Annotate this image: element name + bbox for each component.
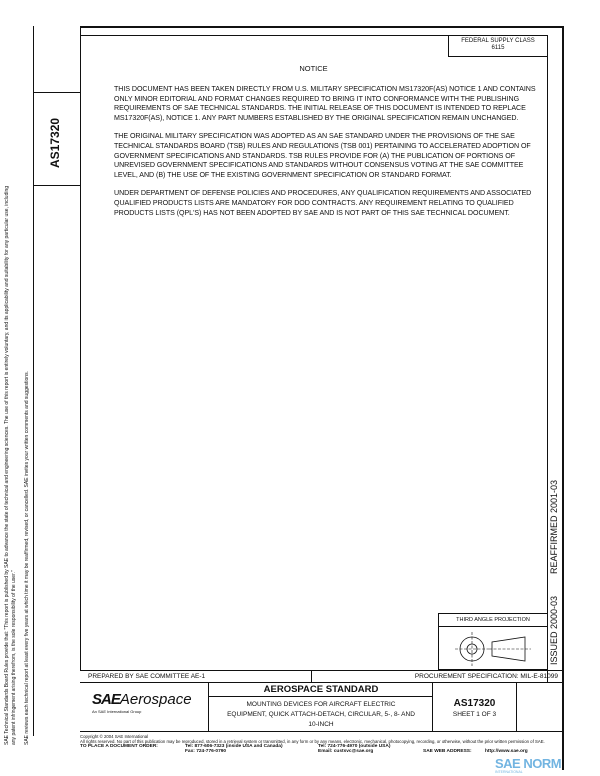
notice-body [114, 85, 539, 227]
side-disclaimer-2: SAE reviews each technical report at least every five years at which time it may be reaffirmed, revised, or cancelled. SAE invites your written comments and suggestions. [24, 371, 30, 745]
third-angle-projection-box [438, 613, 547, 670]
sae-norm-watermark [495, 757, 561, 774]
side-disclaimer-1-text: SAE Technical Standards Board Rules provide that: "This report is published by SAE to advance the state of technical and engineering sciences. The use of this report is entirely voluntary, and its applicability and suitability for any particular use, including any patent infringement arising therefrom, is the sole responsibility of the user." [4, 185, 17, 745]
prepared-row [80, 670, 562, 683]
prepared-by: PREPARED BY SAE COMMITTEE AE-1 [88, 673, 206, 680]
notice-paragraph: THE ORIGINAL MILITARY SPECIFICATION WAS ADOPTED AS AN SAE STANDARD UNDER THE PROVISIONS OF THE SAE TECHNICAL STANDARDS BOARD (TSB) RULES AND REGULATIONS (TSB 001) PERTAINING TO ACCELERATED ADOPTION OF GOVERNMENT SPECIFICATIONS AND STANDARDS. TSB RULES PROVIDE FOR (A) THE PUBLICATION OF PORTIONS OF UNREVISED GOVERNMENT SPECIFICATIONS AND STANDARDS WITHOUT CONSENSUS VOTING AT THE SAE COMMITTEE LEVEL, AND (B) THE USE OF THE EXISTING GOVERNMENT SPECIFICATION OR STANDARD FORMAT. [114, 132, 531, 179]
standard-type: AEROSPACE STANDARD [209, 684, 433, 697]
frame-right-inner [547, 35, 548, 683]
web-label: SAE WEB ADDRESS: [423, 749, 472, 754]
title-block [80, 683, 562, 732]
projection-symbol-icon [439, 627, 547, 670]
frame-top [80, 26, 562, 28]
logo-aerospace: Aerospace [119, 691, 192, 708]
notice-title: NOTICE [299, 64, 328, 73]
procurement-spec: PROCUREMENT SPECIFICATION: MIL-E-81099 [414, 673, 558, 680]
reaffirmed-date: REAFFIRMED 2001-03 [549, 479, 559, 574]
side-disclaimer-1 [4, 185, 18, 745]
copyright: Copyright © 2004 SAE International [80, 734, 149, 739]
notice-paragraph: THIS DOCUMENT HAS BEEN TAKEN DIRECTLY FROM U.S. MILITARY SPECIFICATION MS17320F(AS) NOTICE 1 AND CONTAINS ONLY MINOR EDITORIAL AND FORMAT CHANGES REQUIRED TO BRING IT INTO CONFORMANCE WITH THE PUBLISHING REQUIREMENTS OF SAE TECHNICAL STANDARDS. THE INITIAL RELEASE OF THIS DOCUMENT IS INTENDED TO REPLACE MS17320F(AS), NOTICE 1. ANY PART NUMBERS ESTABLISHED BY THE ORIGINAL SPECIFICATION REMAIN UNCHANGED. [114, 85, 536, 122]
sheet-number: SHEET 1 OF 3 [452, 711, 497, 718]
divider [516, 683, 517, 732]
frame-left-inner [80, 26, 81, 670]
doc-number: AS17320 [453, 698, 496, 709]
federal-supply-class-label: FEDERAL SUPPLY CLASS [461, 38, 535, 44]
issued-date: ISSUED 2000-03 [549, 595, 559, 665]
sae-aerospace-logo [92, 691, 210, 714]
tel-intl: Tel: 724-776-4970 (outside USA) [318, 744, 391, 749]
federal-supply-class-box [448, 35, 547, 57]
watermark-sub: INTERNATIONAL [495, 770, 523, 774]
projection-label: THIRD ANGLE PROJECTION [439, 614, 547, 627]
footer [80, 734, 565, 756]
fax: Fax: 724-776-0790 [185, 749, 227, 754]
divider [311, 671, 312, 683]
federal-supply-class-value: 6115 [491, 45, 505, 51]
tel-us: Tel: 877-606-7323 (inside USA and Canada) [185, 744, 283, 749]
watermark-text: SAE NORM [495, 756, 562, 771]
side-doc-number: AS17320 [48, 117, 62, 168]
rights: All rights reserved. No part of this publication may be reproduced, stored in a retrieval system or transmitted, in any form or by any means, electronic, mechanical, photocopying, recording, or otherwise, without the prior written permission of SAE. [80, 739, 545, 744]
logo-sub: An SAE International Group [92, 709, 142, 714]
notice-paragraph: UNDER DEPARTMENT OF DEFENSE POLICIES AND PROCEDURES, ANY QUALIFICATION REQUIREMENTS AND ASSOCIATED QUALIFIED PRODUCTS LISTS ARE MANDATORY FOR DOD CONTRACTS. ANY REQUIREMENT RELATING TO QUALIFIED PRODUCTS LISTS (QPL'S) HAS NOT BEEN ADOPTED BY SAE AND IS NOT PART OF THIS SAE TECHNICAL DOCUMENT. [114, 189, 532, 217]
frame-right-outer [562, 26, 564, 770]
email[interactable]: Email: custsvc@sae.org [318, 749, 374, 754]
document-title: MOUNTING DEVICES FOR AIRCRAFT ELECTRIC EQUIPMENT, QUICK ATTACH-DETACH, CIRCULAR, 5-, 8- AND 10-INCH [227, 701, 415, 728]
web-link[interactable]: http://www.sae.org [485, 749, 528, 754]
logo-sae: SAE [92, 691, 120, 708]
order-label: TO PLACE A DOCUMENT ORDER: [80, 744, 158, 749]
